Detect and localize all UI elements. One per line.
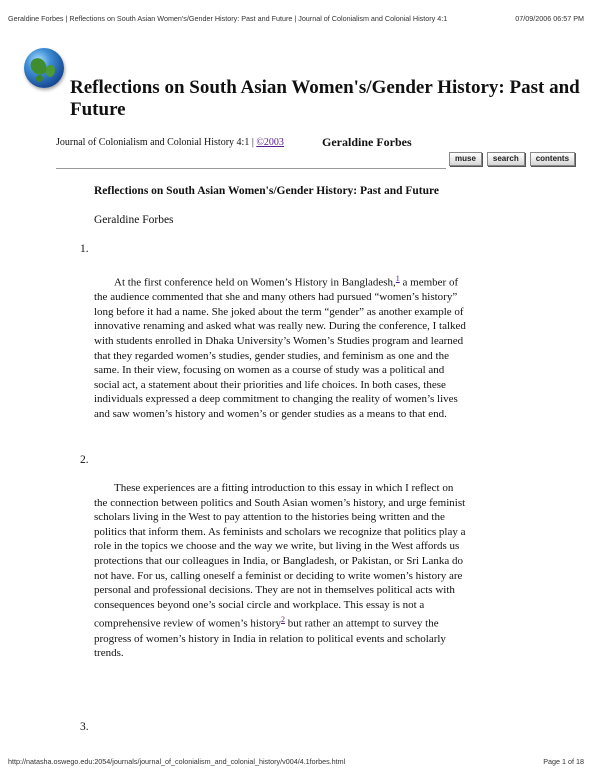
print-page-title: Geraldine Forbes | Reflections on South Asian Women's/Gender History: Past and Future | Journal of Colonialism and Colonial History 4:1 (8, 14, 448, 23)
article-author: Geraldine Forbes (94, 214, 174, 226)
paragraph-1-text-end: a member of the audience commented that she and many others had pursued “women’s history” long before it had a name. She joked about the term “gender” as another example of innovative renaming and asked what was really new. During the conference, I talked with students enrolled in Dhaka University’s Women’s Studies program and learned that they regarded women’s studies, gender studies, and feminism as one and the same. In their view, focusing on women as a course of study was a political and social act, a statement about their priorities and life choices. In both cases, these individuals expressed a deep commitment to changing the reality of women’s lives and saw women’s history and women’s or gender studies as a means to that end. (94, 276, 466, 420)
print-page-number: Page 1 of 18 (543, 757, 584, 766)
paragraph-number-3: 3. (80, 721, 89, 733)
contents-button[interactable]: contents (530, 152, 575, 166)
paragraph-number-1: 1. (80, 243, 89, 255)
print-footer (8, 757, 584, 766)
paragraph-2 (94, 481, 466, 661)
header-divider (56, 168, 446, 169)
article-title: Reflections on South Asian Women's/Gender History: Past and Future (94, 185, 440, 197)
paragraph-2-text-end: but rather an attempt to survey the progress of women’s history in India in relation to political events and scholarly trends. (94, 618, 446, 660)
paragraph-2-text-start: These experiences are a fitting introduction to this essay in which I reflect on the connection between politics and South Asian women’s history, and urge feminist scholars living in the West to pay attention to the histories being written and the politics that inform them. As feminists and scholars we recognize that politics play a role in the topics we choose and the way we write, but living in the West affords us protections that our colleagues in India, or Bangladesh, or Pakistan, or Sri Lanka do not have. For us, calling oneself a feminist or deciding to write women’s history are personal and professional decisions. They are not in themselves political acts with consequences beyond one’s social circle and workplace. This essay is not a comprehensive review of women’s history (94, 482, 466, 630)
paragraph-1 (94, 271, 466, 422)
muse-button[interactable]: muse (449, 152, 482, 166)
journal-citation (56, 137, 284, 148)
paragraph-1-text-start: At the first conference held on Women’s History in Bangladesh, (114, 276, 396, 289)
nav-bar (449, 152, 575, 166)
header-author: Geraldine Forbes (322, 135, 412, 149)
footnote-link-1[interactable]: 1 (395, 274, 400, 283)
print-header (8, 14, 584, 23)
footnote-link-2[interactable]: 2 (280, 615, 285, 625)
journal-name: Journal of Colonialism and Colonial History 4:1 | (56, 137, 257, 148)
search-button[interactable]: search (487, 152, 525, 166)
copyright-link[interactable]: ©2003 (256, 137, 284, 148)
print-url: http://natasha.oswego.edu:2054/journals/journal_of_colonialism_and_colonial_history/v004/4.1forbes.html (8, 757, 346, 766)
page-title: Reflections on South Asian Women's/Gender History: Past and Future (70, 77, 580, 120)
paragraph-number-2: 2. (80, 454, 89, 466)
globe-icon (24, 48, 64, 88)
print-datetime: 07/09/2006 06:57 PM (515, 14, 584, 23)
